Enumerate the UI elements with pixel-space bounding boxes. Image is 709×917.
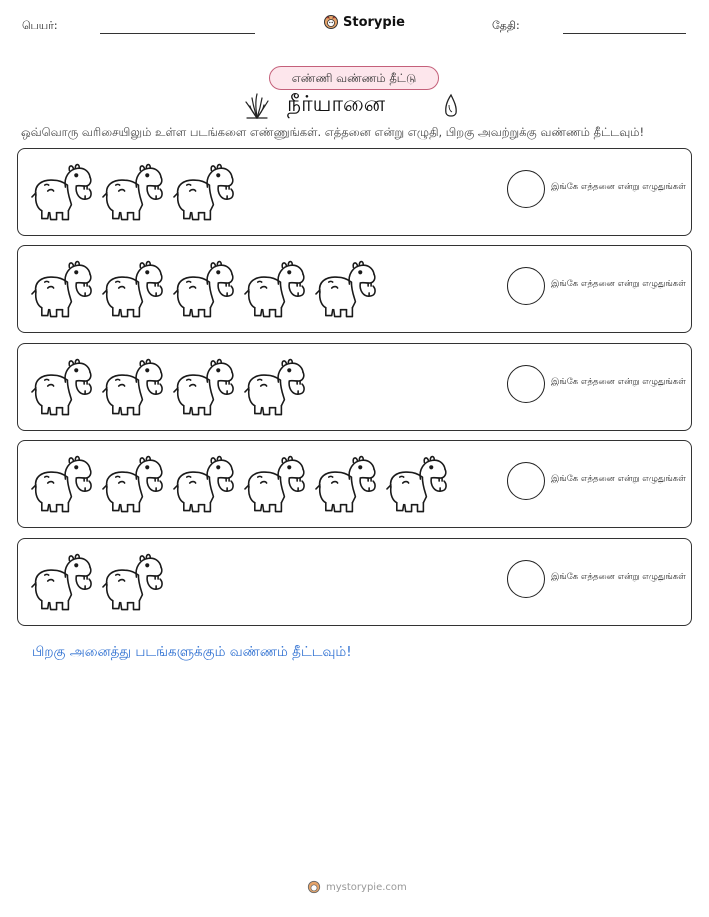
brand-name: Storypie	[343, 14, 405, 30]
answer-circle[interactable]	[507, 365, 545, 403]
answer-hint: இங்கே எத்தனை என்று எழுதுங்கள்	[551, 377, 686, 387]
hippo-icon[interactable]	[101, 159, 164, 225]
answer-hint: இங்கே எத்தனை என்று எழுதுங்கள்	[551, 182, 686, 192]
hippo-icon[interactable]	[30, 159, 93, 225]
grass-icon	[243, 92, 271, 120]
hippo-icon[interactable]	[101, 451, 164, 517]
hippo-icon[interactable]	[243, 354, 306, 420]
hippo-icon[interactable]	[243, 256, 306, 322]
storypie-logo-icon	[323, 14, 339, 30]
answer-circle[interactable]	[507, 170, 545, 208]
hippo-group	[30, 451, 448, 517]
worksheet-title: நீர்யானை	[287, 92, 386, 117]
hippo-group	[30, 256, 377, 322]
answer-circle[interactable]	[507, 267, 545, 305]
answer-hint: இங்கே எத்தனை என்று எழுதுங்கள்	[551, 572, 686, 582]
date-line[interactable]	[563, 33, 686, 34]
hippo-group	[30, 354, 306, 420]
hippo-icon[interactable]	[30, 256, 93, 322]
hippo-icon[interactable]	[30, 549, 93, 615]
hippo-icon[interactable]	[172, 451, 235, 517]
instructions: ஒவ்வொரு வரிசையிலும் உள்ள படங்களை எண்ணுங்கள். எத்தனை என்று எழுதி, பிறகு அவற்றுக்கு வண்ணம் தீட்டவும்!	[21, 125, 645, 139]
hippo-group	[30, 159, 235, 225]
footer-site[interactable]	[307, 880, 407, 894]
count-row	[17, 440, 692, 528]
date-label: தேதி:	[492, 19, 520, 32]
name-line[interactable]	[100, 33, 255, 34]
tooth-icon	[440, 93, 462, 119]
answer-hint: இங்கே எத்தனை என்று எழுதுங்கள்	[551, 279, 686, 289]
answer-circle[interactable]	[507, 462, 545, 500]
brand	[323, 14, 405, 30]
count-row	[17, 343, 692, 431]
hippo-icon[interactable]	[101, 354, 164, 420]
final-note: பிறகு அனைத்து படங்களுக்கும் வண்ணம் தீட்டவும்!	[32, 644, 352, 660]
hippo-icon[interactable]	[172, 256, 235, 322]
answer-hint: இங்கே எத்தனை என்று எழுதுங்கள்	[551, 474, 686, 484]
hippo-icon[interactable]	[385, 451, 448, 517]
count-row	[17, 245, 692, 333]
answer-circle[interactable]	[507, 560, 545, 598]
hippo-icon[interactable]	[30, 451, 93, 517]
worksheet-tag: எண்ணி வண்ணம் தீட்டு	[269, 66, 439, 90]
hippo-icon[interactable]	[101, 549, 164, 615]
hippo-icon[interactable]	[314, 256, 377, 322]
count-row	[17, 148, 692, 236]
hippo-group	[30, 549, 164, 615]
hippo-icon[interactable]	[243, 451, 306, 517]
hippo-icon[interactable]	[172, 159, 235, 225]
hippo-icon[interactable]	[101, 256, 164, 322]
hippo-icon[interactable]	[30, 354, 93, 420]
count-row	[17, 538, 692, 626]
hippo-icon[interactable]	[314, 451, 377, 517]
hippo-icon[interactable]	[172, 354, 235, 420]
site-url: mystorypie.com	[326, 881, 407, 893]
name-label: பெயர்:	[22, 19, 58, 32]
storypie-logo-icon	[307, 880, 321, 894]
